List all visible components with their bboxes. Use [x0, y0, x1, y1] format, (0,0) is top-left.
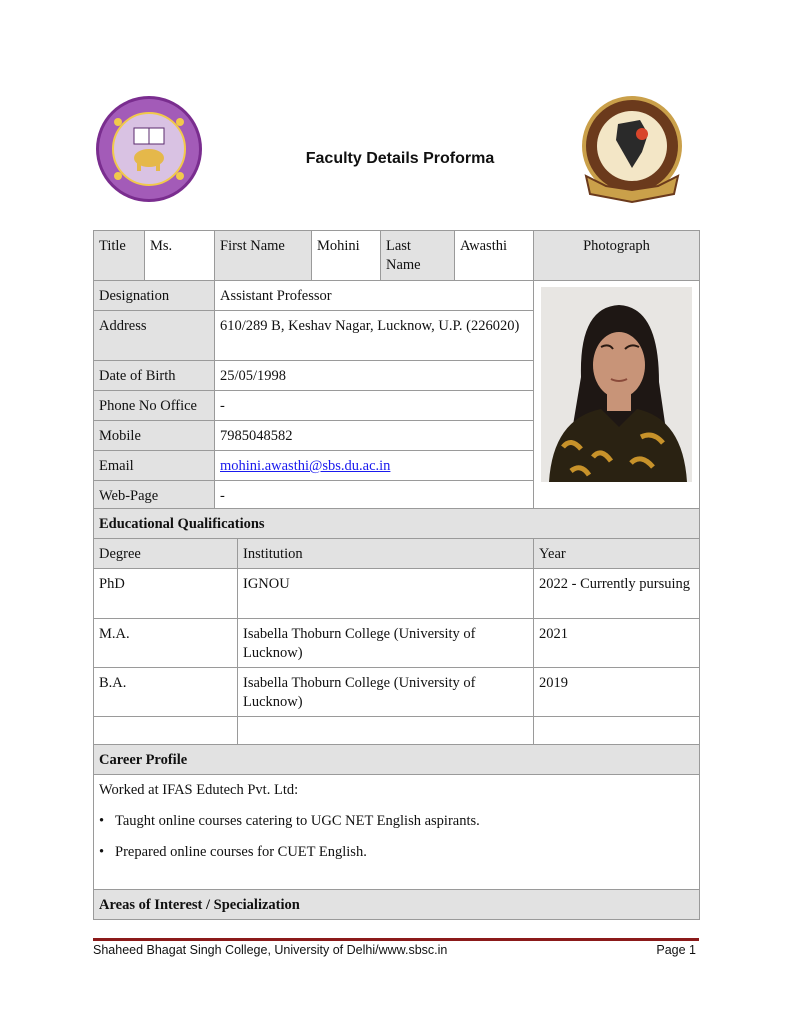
personal-details-table	[93, 230, 700, 511]
table-row	[94, 619, 700, 668]
mobile-label: Mobile	[94, 421, 215, 451]
title-value: Ms.	[145, 231, 215, 281]
table-row	[94, 717, 700, 746]
date-of-birth-label: Date of Birth	[94, 361, 215, 391]
table-row	[94, 668, 700, 717]
career-table	[93, 744, 700, 920]
degree-column-header: Degree	[94, 539, 238, 569]
phone-office-value: -	[215, 391, 534, 421]
last-name-label: Last Name	[381, 231, 455, 281]
designation-value: Assistant Professor	[215, 281, 534, 311]
address-value: 610/289 B, Keshav Nagar, Lucknow, U.P. (226020)	[215, 311, 534, 361]
photograph-label: Photograph	[534, 231, 700, 281]
interests-heading: Areas of Interest / Specialization	[94, 890, 700, 920]
institution-cell: Isabella Thoburn College (University of Lucknow)	[238, 668, 534, 717]
institution-cell: IGNOU	[238, 569, 534, 619]
footer-text: Shaheed Bhagat Singh College, University of Delhi/www.sbsc.in	[93, 943, 448, 957]
degree-cell: B.A.	[94, 668, 238, 717]
career-body	[94, 775, 700, 890]
institution-cell: Isabella Thoburn College (University of Lucknow)	[238, 619, 534, 668]
degree-cell	[94, 717, 238, 746]
address-label: Address	[94, 311, 215, 361]
email-cell	[215, 451, 534, 481]
institution-column-header: Institution	[238, 539, 534, 569]
document-title: Faculty Details Proforma	[305, 150, 495, 167]
email-label: Email	[94, 451, 215, 481]
profile-photo	[541, 287, 692, 482]
photograph-cell	[534, 281, 700, 511]
web-page-label: Web-Page	[94, 481, 215, 511]
title-label: Title	[94, 231, 145, 281]
web-page-value: -	[215, 481, 534, 511]
year-cell: 2021	[534, 619, 700, 668]
career-heading: Career Profile	[94, 745, 700, 775]
education-heading: Educational Qualifications	[94, 509, 700, 539]
career-intro: Worked at IFAS Edutech Pvt. Ltd:	[99, 782, 299, 798]
list-item: • Taught online courses catering to UGC NET English aspirants.	[99, 813, 480, 829]
year-column-header: Year	[534, 539, 700, 569]
year-cell: 2019	[534, 668, 700, 717]
shaheed-bhagat-singh-college-seal-icon	[580, 94, 684, 206]
list-item: • Prepared online courses for CUET English.	[99, 844, 367, 860]
email-link[interactable]: mohini.awasthi@sbs.du.ac.in	[220, 458, 391, 474]
last-name-value: Awasthi	[455, 231, 534, 281]
footer-divider	[93, 938, 699, 941]
designation-label: Designation	[94, 281, 215, 311]
first-name-value: Mohini	[312, 231, 381, 281]
university-of-delhi-seal-icon	[94, 94, 204, 204]
institution-cell	[238, 717, 534, 746]
education-table	[93, 508, 700, 746]
phone-office-label: Phone No Office	[94, 391, 215, 421]
date-of-birth-value: 25/05/1998	[215, 361, 534, 391]
mobile-value: 7985048582	[215, 421, 534, 451]
degree-cell: PhD	[94, 569, 238, 619]
table-row	[94, 569, 700, 619]
year-cell	[534, 717, 700, 746]
degree-cell: M.A.	[94, 619, 238, 668]
page-number: Page 1	[656, 943, 696, 957]
year-cell: 2022 - Currently pursuing	[534, 569, 700, 619]
first-name-label: First Name	[215, 231, 312, 281]
